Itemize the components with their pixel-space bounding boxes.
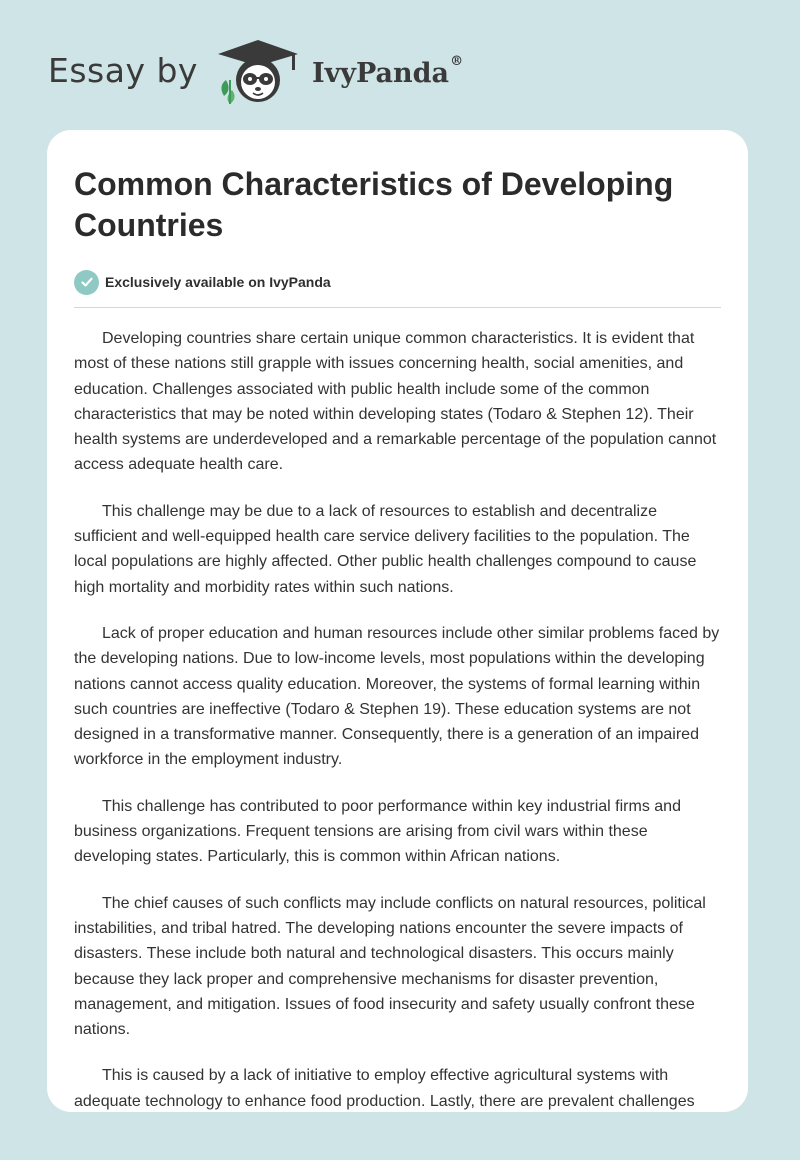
paragraph: This challenge has contributed to poor performance within key industrial firms and business organizations. Frequent tensions are arising from civil wars within these developing states. Particularly, this is common within African nations. [74, 797, 681, 866]
paragraph: Developing countries share certain unique common characteristics. It is evident that most of these nations still grapple with issues concerning health, social amenities, and education. Challenges associated with public health include some of the common characteristics that may be noted within developing states (Todaro & Stephen 12). Their health systems are underdeveloped and a remarkable percentage of the population cannot access adequate health care. [74, 330, 717, 474]
paragraph: The chief causes of such conflicts may include conflicts on natural resources, political instabilities, and tribal hatred. The developing nations encounter the severe impacts of disasters. These include both natural and technological disasters. This occurs mainly because they lack proper and comprehensive mechanisms for disaster prevention, management, and mitigation. Issues of food insecurity and safety usually confront these nations. [74, 894, 706, 1039]
title-divider [74, 307, 721, 308]
exclusive-badge [74, 268, 721, 296]
essay-title: Common Characteristics of Developing Countries [74, 166, 674, 243]
brand-text: IvyPanda [311, 57, 450, 89]
check-icon [74, 270, 99, 295]
exclusive-badge-text: Exclusively available on IvyPanda [105, 274, 331, 290]
essay-card [47, 130, 748, 1112]
brand-name[interactable] [311, 53, 464, 89]
site-header [48, 34, 463, 106]
paragraph: This challenge may be due to a lack of resources to establish and decentralize sufficient and well-equipped health care service delivery facilities to the population. The local populations are highly affected. Other public health challenges compound to cause high mortality and morbidity rates within such nations. [74, 502, 697, 596]
essay-body [74, 326, 721, 1112]
essay-by-label: Essay by [48, 50, 198, 90]
paragraph: This is caused by a lack of initiative to employ effective agricultural systems with adequate technology to enhance food production. Lastly, there are prevalent challenges [74, 1067, 695, 1110]
paragraph: Lack of proper education and human resources include other similar problems faced by the developing nations. Due to low-income levels, most populations within the developing nations cannot access quality education. Moreover, the systems of formal learning within such countries are ineffective (Todaro & Stephen 19). These education systems are not designed in a transformative manner. Consequently, there is a generation of an impaired workforce in the employment industry. [74, 624, 720, 769]
registered-mark: ® [450, 53, 464, 69]
panda-logo-icon[interactable] [212, 34, 304, 106]
